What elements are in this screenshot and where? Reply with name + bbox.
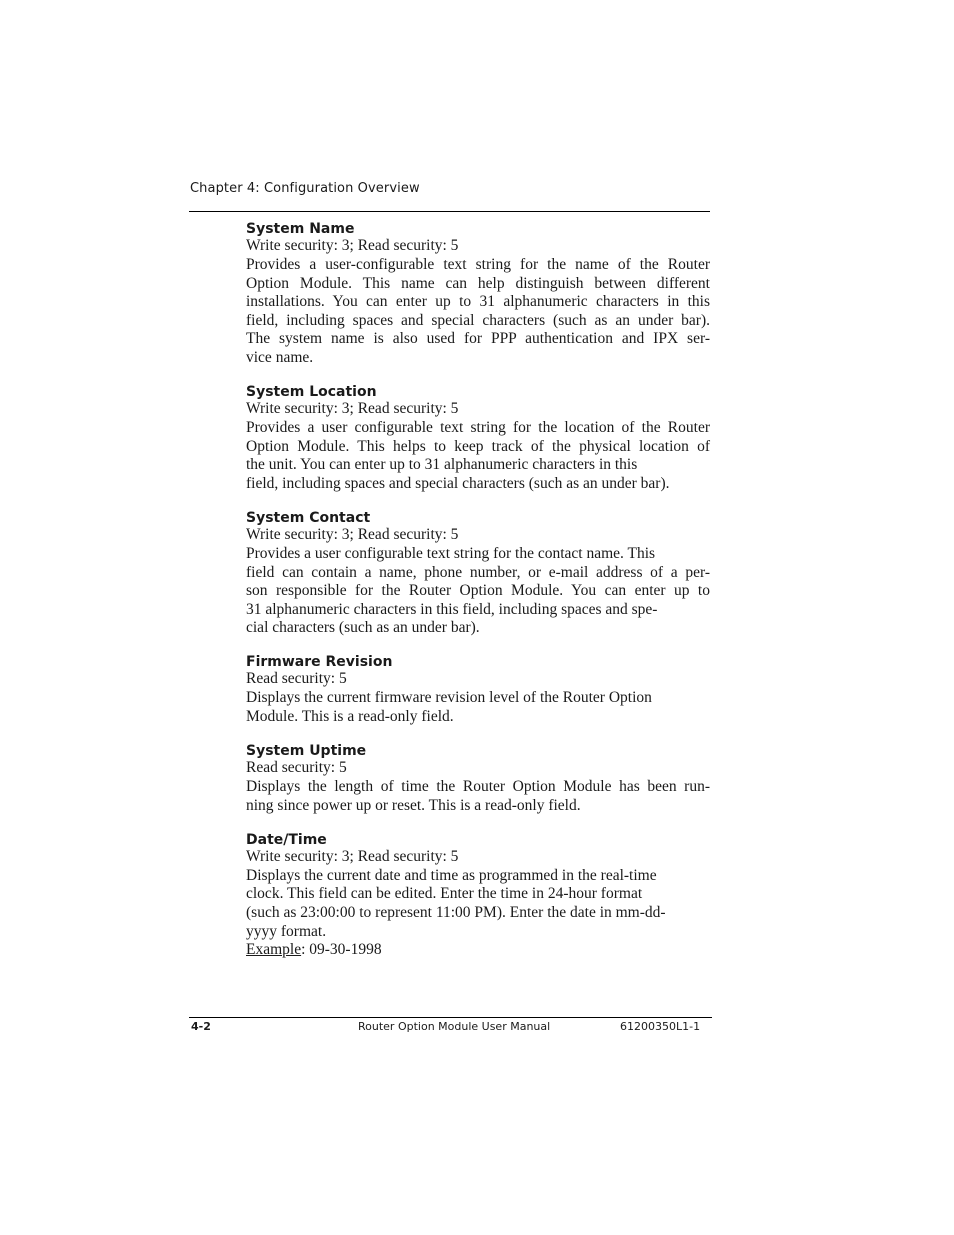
body-line: Module. This is a read-only field. <box>246 708 454 725</box>
section-system-uptime <box>246 741 710 815</box>
body-line: Provides a user-configurable text string for the name of the Router <box>246 256 710 273</box>
body-line: 31 alphanumeric characters in this field, including spaces and spe- <box>246 600 658 618</box>
example-label: Example <box>246 941 302 959</box>
header-rule <box>189 211 710 212</box>
running-head: Chapter 4: Configuration Overview <box>190 181 420 196</box>
body-line: yyyy format. <box>246 922 327 940</box>
section-title: System Location <box>246 384 377 401</box>
example-line <box>246 941 710 960</box>
document-body <box>246 219 710 974</box>
body-line: Displays the current date and time as programmed in the real-time <box>246 866 657 884</box>
part-number: 61200350L1-1 <box>620 1020 701 1033</box>
security-levels: Read security: 5 <box>246 759 347 777</box>
security-levels: Read security: 5 <box>246 670 347 688</box>
section-title: System Uptime <box>246 743 367 760</box>
body-line: field, including spaces and special characters (such as an under bar). <box>246 474 670 492</box>
body-line: field, including spaces and special characters (such as an under bar). <box>246 311 710 329</box>
body-line: the unit. You can enter up to 31 alphanumeric characters in this <box>246 456 638 474</box>
body-line: vice name. <box>246 348 314 366</box>
section-title: Firmware Revision <box>246 654 393 671</box>
body-line: Option Module. This helps to keep track of the physical location of <box>246 437 710 455</box>
section-system-location <box>246 382 710 493</box>
section-title: System Name <box>246 221 355 237</box>
example-value: : 09-30-1998 <box>301 941 382 959</box>
body-line: The system name is also used for PPP authentication and IPX ser- <box>246 330 710 348</box>
body-line: cial characters (such as an under bar). <box>246 619 480 637</box>
body-line: Displays the length of time the Router Option Module has been run- <box>246 778 710 796</box>
body-line: ning since power up or reset. This is a read-only field. <box>246 796 581 814</box>
security-levels: Write security: 3; Read security: 5 <box>246 525 459 543</box>
section-system-name <box>246 219 710 368</box>
section-title: Date/Time <box>246 831 327 848</box>
body-line: son responsible for the Router Option Module. You can enter up to <box>246 582 710 600</box>
footer-rule <box>189 1017 712 1018</box>
manual-title: Router Option Module User Manual <box>358 1020 551 1033</box>
body-line: Option Module. This name can help distinguish between different <box>246 274 710 292</box>
body-line: Displays the current firmware revision level of the Router Option <box>246 689 652 707</box>
body-line: clock. This field can be edited. Enter the time in 24-hour format <box>246 885 643 903</box>
page-number: 4-2 <box>191 1020 211 1033</box>
body-line: (such as 23:00:00 to represent 11:00 PM). Enter the date in mm-dd- <box>246 903 666 921</box>
section-system-contact <box>246 508 710 638</box>
body-line: Provides a user configurable text string for the contact name. This <box>246 544 656 562</box>
body-line: field can contain a name, phone number, or e-mail address of a per- <box>246 563 710 581</box>
section-date-time <box>246 830 710 960</box>
body-line: Provides a user configurable text string for the location of the Router <box>246 419 710 437</box>
security-levels: Write security: 3; Read security: 5 <box>246 847 459 865</box>
body-line: installations. You can enter up to 31 alphanumeric characters in this <box>246 293 710 311</box>
section-firmware-revision <box>246 652 710 726</box>
section-title: System Contact <box>246 509 371 526</box>
security-levels: Write security: 3; Read security: 5 <box>246 237 459 254</box>
security-levels: Write security: 3; Read security: 5 <box>246 400 459 418</box>
